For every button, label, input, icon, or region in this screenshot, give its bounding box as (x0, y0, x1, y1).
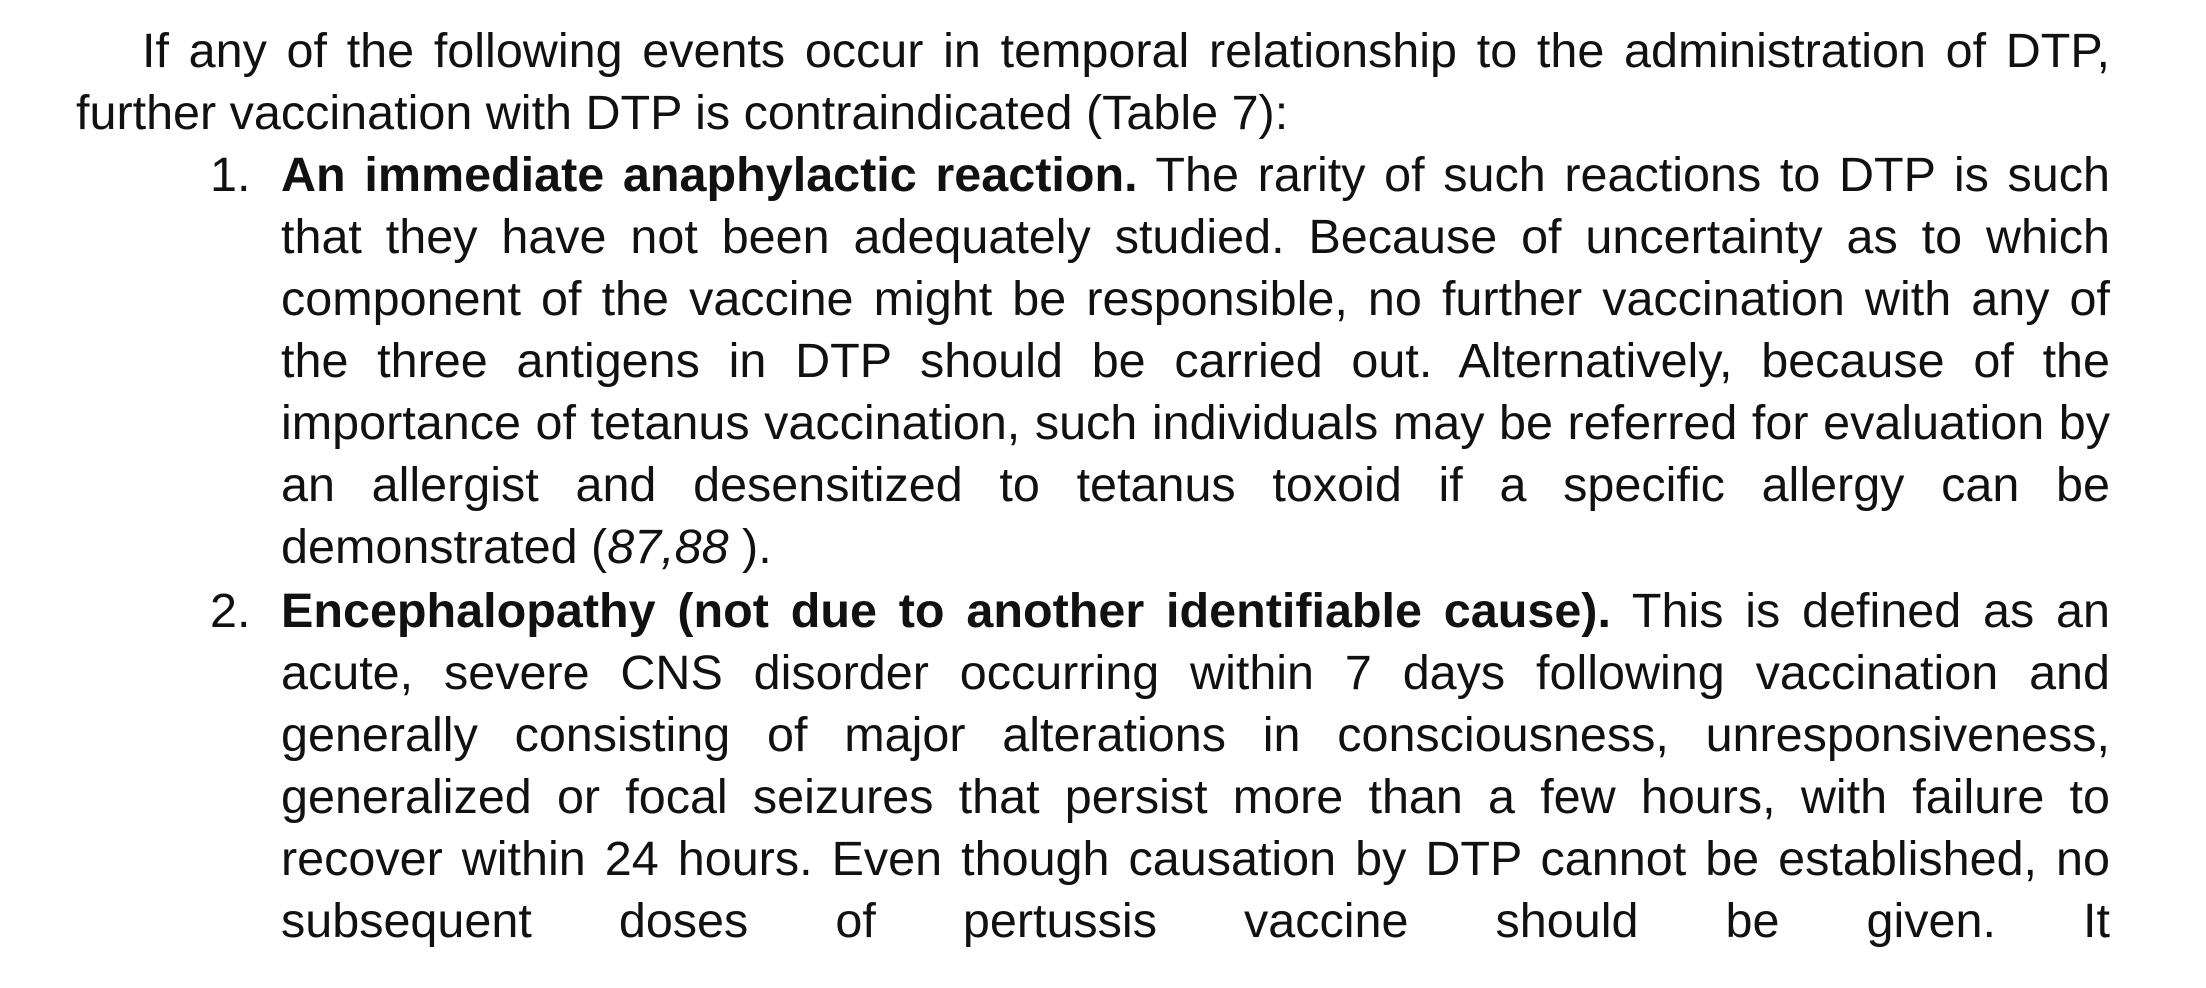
list-item-heading: Encephalopathy (not due to another identifiable cause). (281, 584, 1611, 638)
list-item-number: 1. (210, 148, 251, 202)
list-item-heading: An immediate anaphylactic reaction. (281, 148, 1138, 202)
list-item-body (281, 144, 2110, 578)
list-item (0, 144, 2206, 578)
list-item-text: The rarity of such reactions to DTP is such that they have not been adequately studied. Because of uncertainty as to which component of the vaccine might be responsible, no further vaccination with any of the three antigens in DTP should be carried out. Alternatively, because of the importance of tetanus vaccination, such individuals may be referred for evaluation by an allergist and desensitized to tetanus toxoid if a specific allergy can be demonstrated ( (281, 148, 2111, 574)
citation-reference: 87,88 (607, 520, 729, 574)
list-item-number: 2. (210, 584, 251, 638)
list-item (0, 580, 2206, 952)
intro-paragraph: If any of the following events occur in temporal relationship to the administration of DTP, further vaccination with DTP is contraindicated (Table 7): (76, 24, 2110, 140)
list-item-body (281, 580, 2110, 952)
list-item-tail: ). (728, 520, 772, 574)
contraindication-list (0, 144, 2206, 952)
list-item-text: This is defined as an acute, severe CNS disorder occurring within 7 days following vaccination and generally consisting of major alterations in consciousness, unresponsiveness, generalized or focal seizures that persist more than a few hours, with failure to recover within 24 hours. Even though causation by DTP cannot be established, no subsequent doses of pertussis vaccine should be given. It (281, 584, 2110, 948)
